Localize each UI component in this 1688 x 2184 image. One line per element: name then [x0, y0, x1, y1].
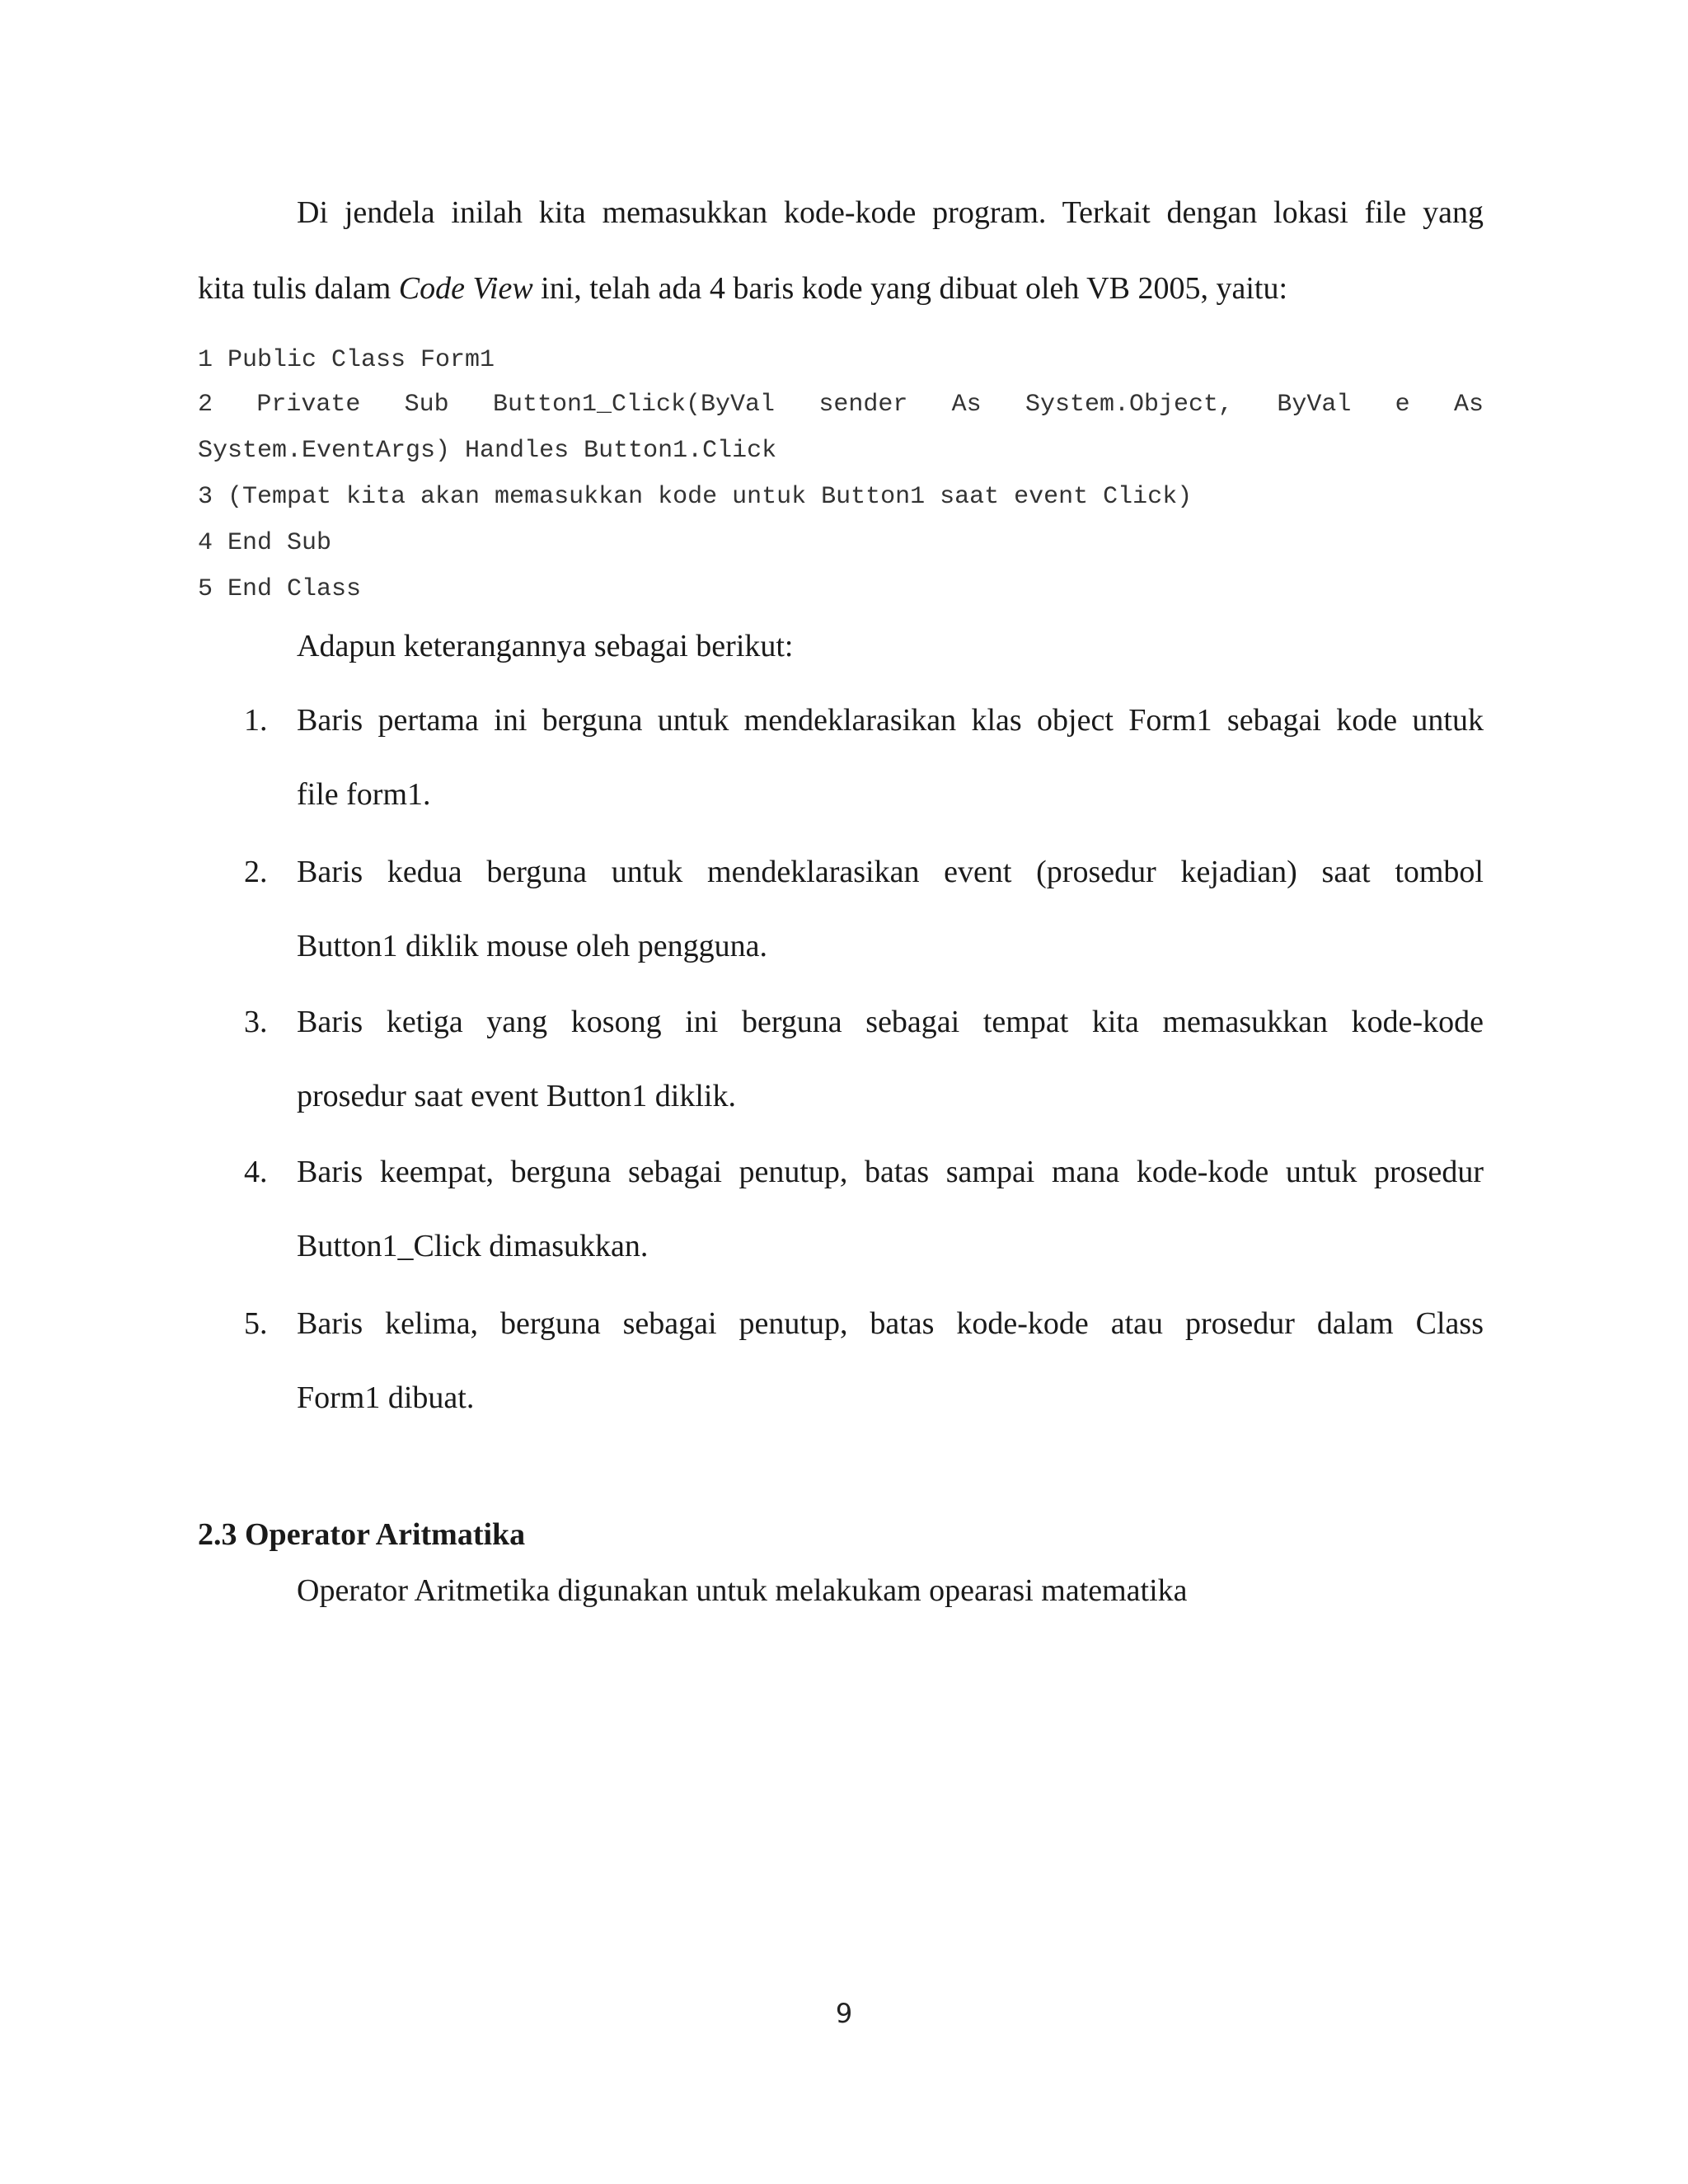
list-item — [297, 1004, 1484, 1114]
list-item-number: 1. — [244, 703, 268, 738]
list-item-line-2: Button1 diklik mouse oleh pengguna. — [297, 929, 768, 963]
list-item-line-2: Button1_Click dimasukkan. — [297, 1229, 649, 1263]
list-item — [297, 702, 1484, 813]
code-line-4: 4 End Sub — [198, 529, 332, 557]
list-item-line-1: Baris kelima, berguna sebagai penutup, batas kode-kode atau prosedur dalam Class — [297, 1306, 1484, 1341]
code-line-2b: System.EventArgs) Handles Button1.Click — [198, 437, 777, 465]
list-item-line-1: Baris keempat, berguna sebagai penutup, batas sampai mana kode-kode untuk prosedur — [297, 1155, 1484, 1189]
code-line-5: 5 End Class — [198, 575, 362, 603]
page-number: 9 — [835, 1998, 853, 2029]
code-view-term: Code View — [398, 271, 533, 306]
list-item-line-2: prosedur saat event Button1 diklik. — [297, 1079, 736, 1113]
paragraph-line-2 — [198, 270, 1385, 307]
paragraph-line-2-end: ini, telah ada 4 baris kode yang dibuat oleh VB 2005, yaitu: — [532, 271, 1288, 306]
section-heading: 2.3 Operator Aritmatika — [198, 1517, 526, 1552]
code-line-2a: 2 Private Sub Button1_Click(ByVal sender As System.Object, ByVal e As — [198, 391, 1484, 419]
list-item-line-1: Baris ketiga yang kosong ini berguna sebagai tempat kita memasukkan kode-kode — [297, 1005, 1484, 1039]
code-line-1: 1 Public Class Form1 — [198, 346, 495, 374]
list-item-number: 5. — [244, 1306, 268, 1341]
list-item-line-1: Baris pertama ini berguna untuk mendeklarasikan klas object Form1 sebagai kode untuk — [297, 703, 1484, 738]
list-item-line-2: Form1 dibuat. — [297, 1380, 475, 1415]
paragraph-line-1: Di jendela inilah kita memasukkan kode-kode program. Terkait dengan lokasi file yang — [297, 195, 1484, 230]
code-line-3: 3 (Tempat kita akan memasukkan kode untuk Button1 saat event Click) — [198, 483, 1193, 511]
paragraph-line-2-start: kita tulis dalam — [198, 271, 399, 306]
list-item-number: 2. — [244, 855, 268, 889]
list-item-number: 4. — [244, 1155, 268, 1189]
list-item-number: 3. — [244, 1005, 268, 1039]
list-item — [297, 1305, 1484, 1416]
list-item-line-1: Baris kedua berguna untuk mendeklarasikan event (prosedur kejadian) saat tombol — [297, 855, 1484, 889]
list-item-line-2: file form1. — [297, 777, 431, 812]
list-item — [297, 854, 1484, 964]
section-paragraph: Operator Aritmetika digunakan untuk melakukam opearasi matematika — [297, 1573, 1188, 1608]
list-item — [297, 1154, 1484, 1264]
explanation-intro: Adapun keterangannya sebagai berikut: — [297, 629, 794, 663]
